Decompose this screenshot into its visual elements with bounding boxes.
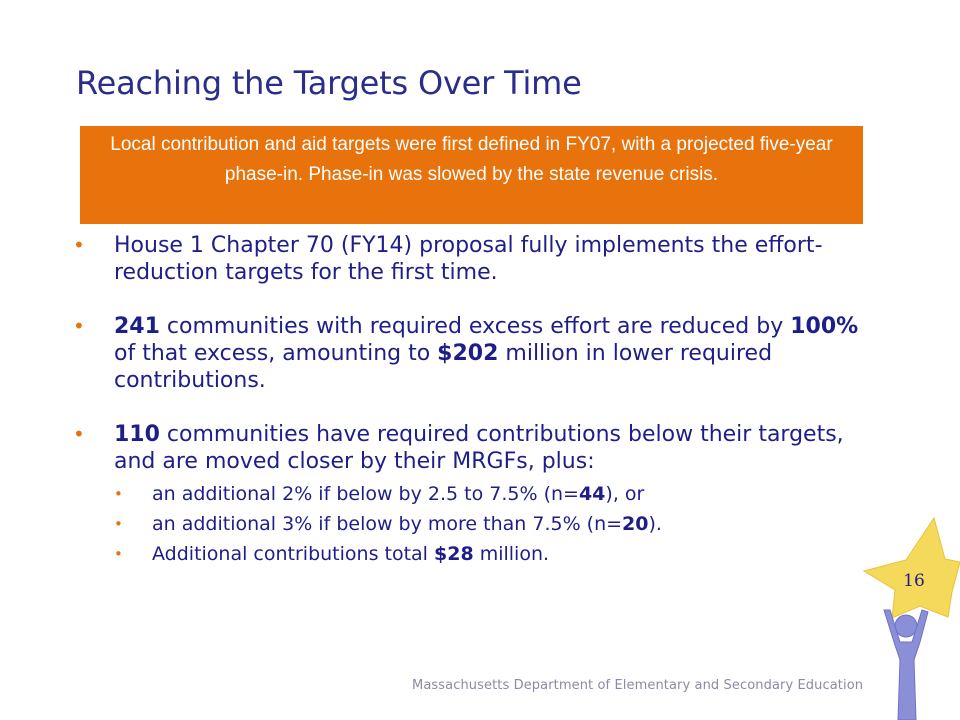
callout-text: Local contribution and aid targets were first defined in FY07, with a projected five-year phase-in. Phase-in was slowed by the state revenue crisis.: [110, 134, 833, 185]
star-icon: [864, 518, 960, 618]
bullet-text: communities have required contributions below their targets, and are moved closer by their MRGFs, plus:: [114, 422, 844, 474]
callout-box: [80, 126, 863, 224]
bold-number: $28: [434, 543, 474, 565]
bold-number: 20: [622, 513, 649, 535]
bold-number: $202: [437, 341, 499, 366]
ese-logo: [856, 514, 960, 720]
sub-bullet-text: ).: [648, 513, 662, 535]
bullet-item: [73, 232, 863, 286]
bold-number: 241: [114, 314, 160, 339]
sub-bullet-text: Additional contributions total: [152, 543, 434, 565]
person-figure-icon: [884, 610, 928, 720]
bold-number: 110: [114, 422, 160, 447]
bullet-text: House 1 Chapter 70 (FY14) proposal fully implements the effort-reduction targets for the first time.: [114, 233, 823, 285]
bold-number: 100%: [790, 314, 859, 339]
sub-bullet-list: [114, 479, 863, 569]
bullet-item: [73, 421, 863, 569]
sub-bullet-item: [114, 539, 863, 569]
sub-bullet-item: [114, 479, 863, 509]
footer-text: Massachusetts Department of Elementary and Secondary Education: [412, 678, 864, 693]
sub-bullet-text: an additional 2% if below by 2.5 to 7.5% (n=: [152, 483, 579, 505]
bullet-list: [73, 232, 863, 596]
bold-number: 44: [578, 483, 606, 505]
bullet-text: of that excess, amounting to: [114, 341, 438, 366]
page-number: 16: [903, 571, 925, 591]
bullet-item: [73, 313, 863, 394]
sub-bullet-text: million.: [473, 543, 550, 565]
bullet-text: million in lower required contributions.: [114, 341, 773, 393]
slide-title: Reaching the Targets Over Time: [76, 64, 582, 102]
sub-bullet-text: ), or: [605, 483, 645, 505]
sub-bullet-text: an additional 3% if below by more than 7.5% (n=: [152, 513, 623, 535]
sub-bullet-item: [114, 509, 863, 539]
bullet-text: communities with required excess effort are reduced by: [159, 314, 791, 339]
